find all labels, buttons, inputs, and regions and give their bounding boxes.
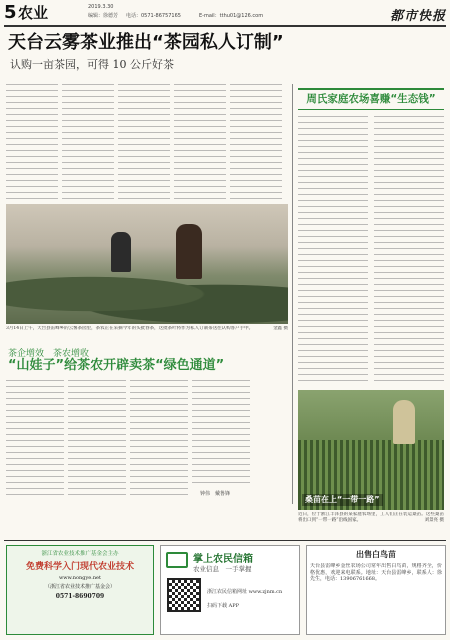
lower-body-col-1 (6, 380, 64, 500)
right-ad-title: 出售白鸟苗 (356, 550, 396, 559)
footer-ad-right (306, 545, 446, 635)
right-story-headline: 周氏家庭农场喜赚“生态钱” (306, 93, 436, 105)
footer-ad-left (6, 545, 154, 635)
right-caption-credit: 刘景亮 摄 (424, 517, 444, 523)
qr-code-icon (167, 578, 201, 612)
lower-body-col-2 (68, 380, 126, 500)
masthead-rule (4, 25, 446, 27)
right-photo-text (298, 512, 444, 534)
footer-ad-center (160, 545, 300, 635)
editor-name: 编辑：徐德芳 (88, 13, 119, 19)
center-ad-slogan: 农业信息 一手掌握 (193, 565, 252, 573)
lead-body-col-3 (118, 84, 170, 202)
lower-kicker: 茶企增效 茶农增收 (8, 349, 90, 359)
section-name: 农业 (18, 4, 49, 22)
caption-text: 3月14日上午，天台县雷峰乡的云雾茶园里，茶农正在采摘今年的头批春茶，这批茶叶将作为私人订制茶送往认购客户手中。 (6, 326, 254, 331)
contact-phone: 电话：0571-86757165 (126, 13, 181, 19)
lead-photo (6, 204, 288, 324)
right-story-headline-box (298, 88, 444, 110)
left-ad-title: 浙江省农业技术推广基金会主办 (41, 551, 119, 557)
right-body-col-2 (374, 116, 444, 386)
right-photo-caption: 桑苗在上“一带一路” (302, 494, 383, 506)
left-ad-subtitle: 免费科学入门现代农业技术 (25, 562, 134, 572)
lead-headline: 天台云雾茶业推出“茶园私人订制” (8, 32, 284, 53)
worker-figure (393, 400, 415, 444)
left-ad-url: www.nongye.net (58, 575, 102, 581)
newspaper-logo: 都市快报 (389, 9, 446, 24)
column-divider (292, 84, 293, 504)
mailbox-icon (166, 552, 188, 568)
center-ad-app: 扫码下载 APP (207, 603, 239, 609)
page-number: 5 (4, 2, 17, 23)
lower-byline: 钟伟 戴鲁锋 (200, 491, 231, 497)
right-photo (298, 390, 444, 510)
masthead (4, 3, 446, 25)
lead-body-col-2 (62, 84, 114, 202)
caption-credit: 金鑫 摄 (273, 326, 288, 331)
lead-body-col-5 (230, 84, 282, 202)
left-ad-org: （浙江省农业技术推广基金会） (44, 584, 115, 590)
farmer-figure-1 (111, 232, 131, 272)
lead-subhead: 认购一亩茶园，可得 10 公斤好茶 (10, 58, 174, 71)
lead-body-col-4 (174, 84, 226, 202)
lower-body-col-3 (130, 380, 188, 500)
left-ad-phone: 0571-8690709 (55, 593, 105, 600)
center-ad-title: 掌上农民信箱 (193, 554, 253, 565)
issue-date: 2019.3.30 (88, 4, 114, 10)
tea-bush-shape (6, 274, 288, 324)
contact-email: E-mail：tthu01@126.com (199, 13, 264, 19)
right-caption-text: 近日，位于浙江丰泽县的某家庭农场里，工人们正在装运桑苗。这些桑苗将出口到“一带一路”沿线国家。 (298, 512, 444, 523)
center-ad-url: 浙江农民信箱网址 www.zjnm.cn (207, 589, 283, 595)
right-body-col-1 (298, 116, 368, 386)
lead-photo-caption (6, 326, 288, 344)
footer-rule (4, 540, 446, 541)
lower-headline: “山娃子”给茶农开辟卖茶“绿色通道” (8, 358, 225, 373)
lower-body-col-4 (192, 380, 250, 488)
farmer-figure-2 (176, 224, 202, 279)
right-ad-text: 天台县雷峰乡金丝农场公司常年出售白鸟苗，规格齐全，价格优惠，欢迎来电联系。地址：天台县雷峰乡，联系人：徐先生，电话：13906761668。 (310, 563, 442, 583)
lead-body-col-1 (6, 84, 58, 202)
